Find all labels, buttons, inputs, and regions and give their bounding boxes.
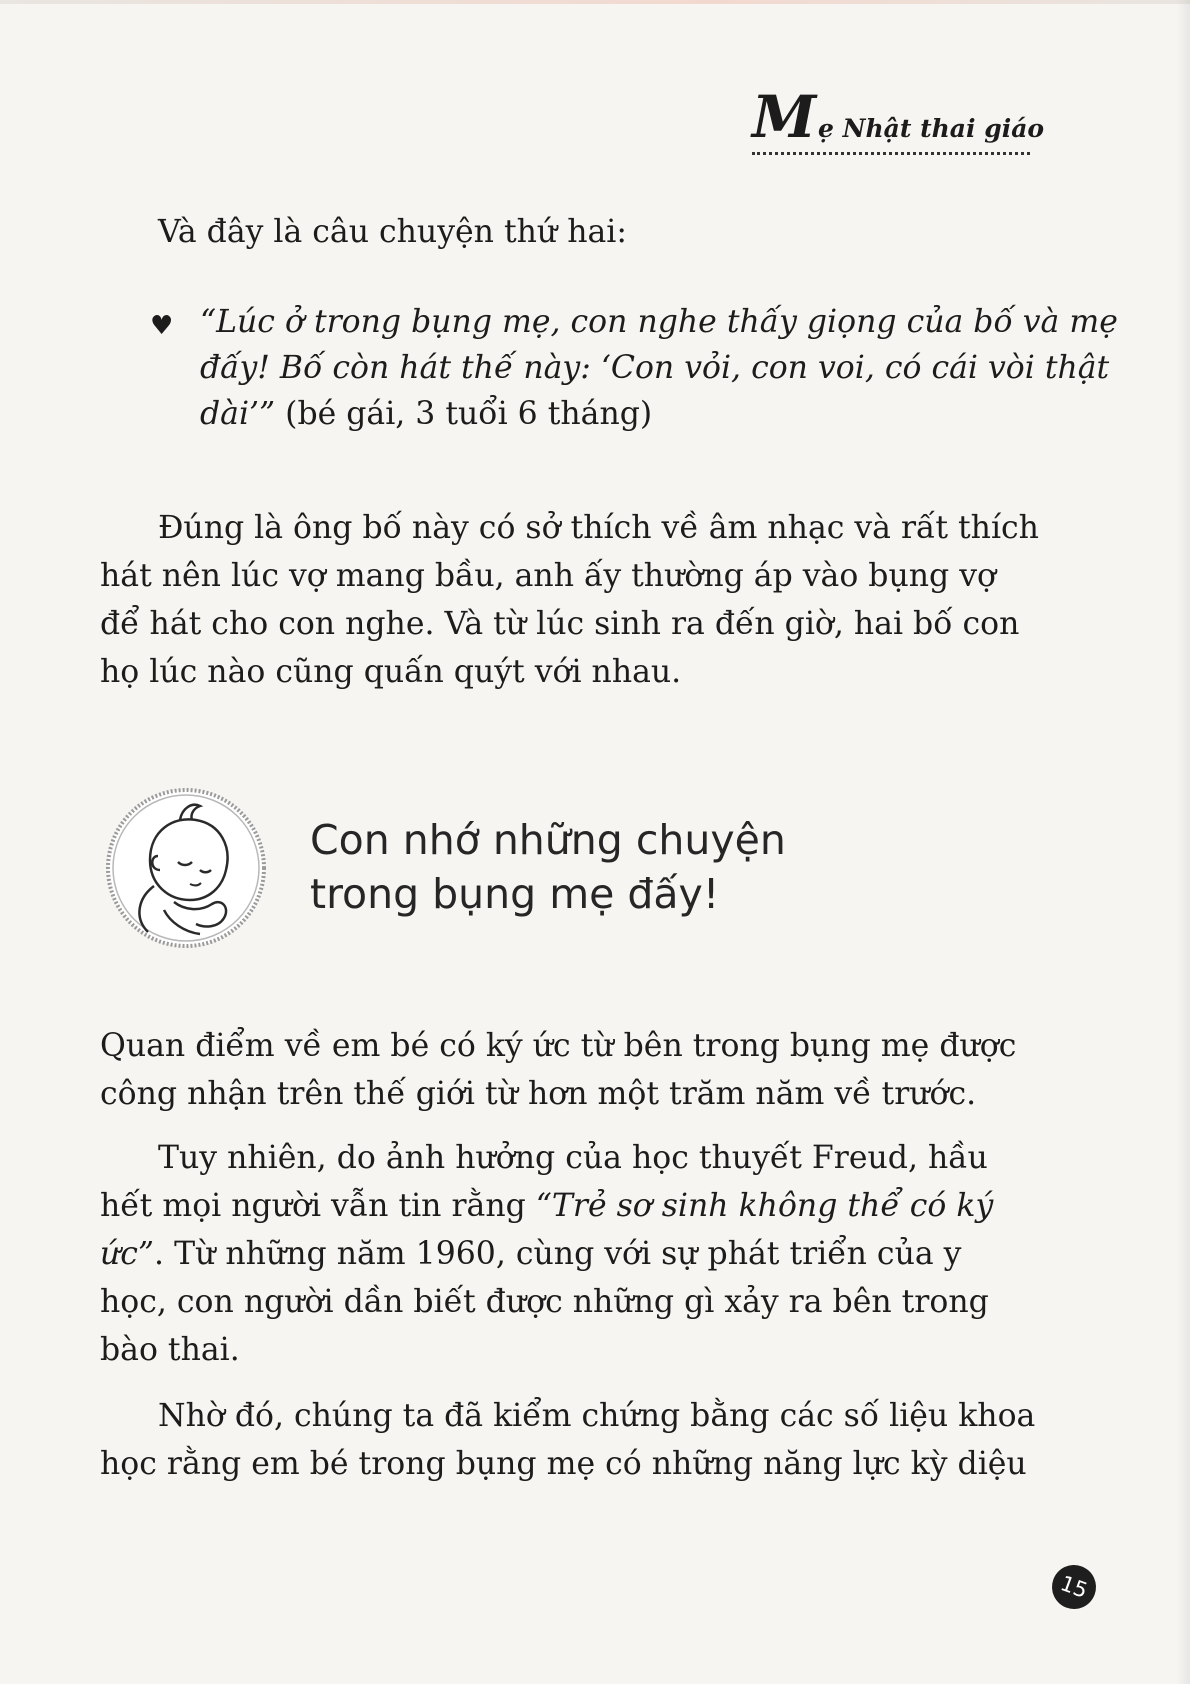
paragraph-3-line-5: bào thai. xyxy=(100,1332,240,1368)
heart-icon: ♥ xyxy=(150,311,174,341)
page-edge xyxy=(0,0,1190,4)
quote-italic: dài’” xyxy=(200,396,276,432)
paragraph-3-line-1: Tuy nhiên, do ảnh hưởng của học thuyết Freud, hầu xyxy=(158,1140,988,1176)
paragraph-3-quote-end: ức” xyxy=(100,1236,155,1272)
paragraph-1-line-1: Đúng là ông bố này có sở thích về âm nhạc và rất thích xyxy=(158,510,1039,546)
section-title-line-2: trong bụng mẹ đấy! xyxy=(310,870,720,918)
quote-attribution: (bé gái, 3 tuổi 6 tháng) xyxy=(275,396,653,432)
paragraph-3-text: hết mọi người vẫn tin rằng xyxy=(100,1188,536,1224)
quote-line-1 xyxy=(200,298,1118,347)
paragraph-4-line-2: học rằng em bé trong bụng mẹ có những năng lực kỳ diệu xyxy=(100,1446,1027,1482)
paragraph-2-line-1: Quan điểm về em bé có ký ức từ bên trong bụng mẹ được xyxy=(100,1028,1017,1064)
paragraph-4-line-1: Nhờ đó, chúng ta đã kiểm chứng bằng các số liệu khoa xyxy=(158,1398,1036,1434)
header-title: ẹ Nhật thai giáo xyxy=(818,114,1045,143)
page-number: 15 xyxy=(1046,1559,1102,1615)
page-shadow xyxy=(1176,0,1190,1684)
quote-italic: “Lúc ở trong bụng mẹ, con nghe thấy giọng của bố và mẹ xyxy=(200,304,1118,340)
paragraph-3-line-3 xyxy=(100,1230,961,1279)
paragraph-1-line-3: để hát cho con nghe. Và từ lúc sinh ra đến giờ, hai bố con xyxy=(100,606,1020,642)
header-dotted-rule xyxy=(752,152,1030,155)
paragraph-2-line-2: công nhận trên thế giới từ hơn một trăm năm về trước. xyxy=(100,1076,977,1112)
paragraph-3-line-2 xyxy=(100,1182,993,1231)
paragraph-3-text: . Từ những năm 1960, cùng với sự phát triển của y xyxy=(154,1236,962,1272)
quote-line-3 xyxy=(200,390,652,439)
header-initial: M xyxy=(752,83,815,151)
paragraph-1-line-2: hát nên lúc vợ mang bầu, anh ấy thường áp vào bụng vợ xyxy=(100,558,996,594)
running-header xyxy=(752,83,1045,158)
paragraph-3-quote: “Trẻ sơ sinh không thể có ký xyxy=(535,1188,994,1224)
section-title-line-1: Con nhớ những chuyện xyxy=(310,816,786,864)
paragraph-3-line-4: học, con người dần biết được những gì xảy ra bên trong xyxy=(100,1284,989,1320)
quote-line-2 xyxy=(200,344,1109,393)
sleeping-baby-icon xyxy=(104,786,268,950)
intro-line: Và đây là câu chuyện thứ hai: xyxy=(158,214,627,250)
quote-italic: đấy! Bố còn hát thế này: ‘Con vỏi, con voi, có cái vòi thật xyxy=(200,350,1110,386)
paragraph-1-line-4: họ lúc nào cũng quấn quýt với nhau. xyxy=(100,654,682,690)
